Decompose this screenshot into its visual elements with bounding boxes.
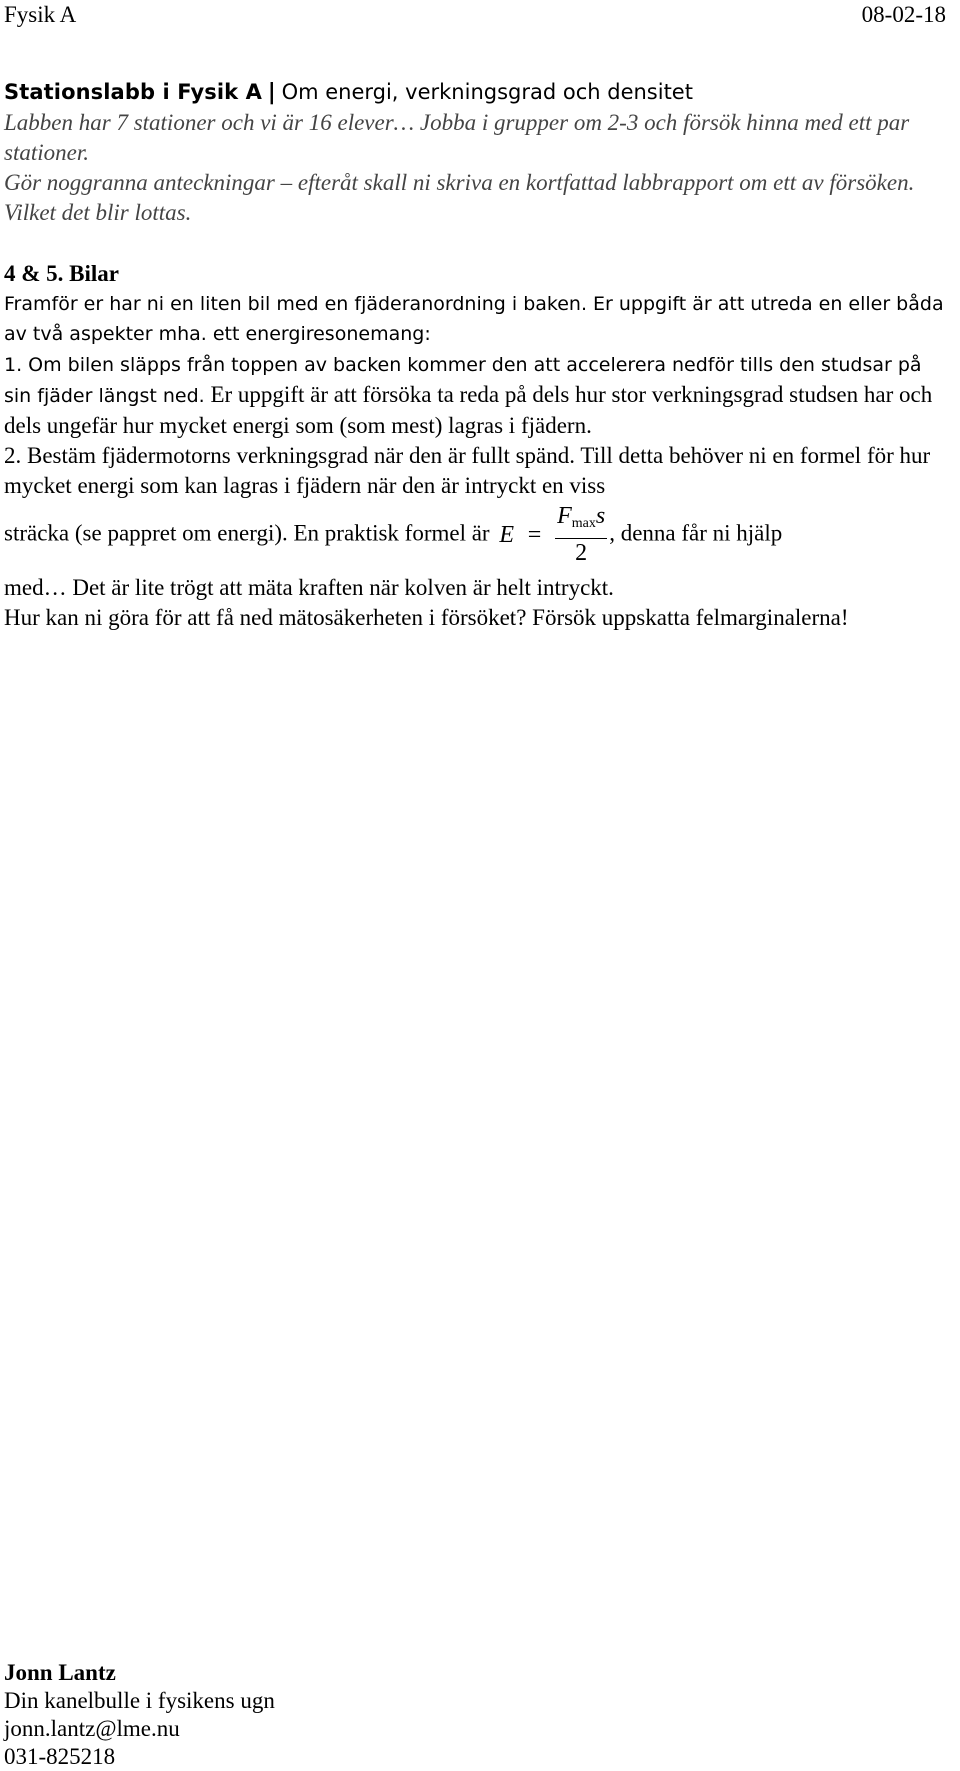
author-email: jonn.lantz@lme.nu (4, 1716, 180, 1741)
main-content (4, 77, 944, 633)
energy-formula (499, 503, 607, 567)
formula-fraction (555, 503, 607, 567)
author-signature (4, 1659, 604, 1771)
intro-paragraph-1: Labben har 7 stationer och vi är 16 elever… Jobba i grupper om 2-3 och försök hinna med ett par stationer. (4, 110, 910, 165)
author-tagline: Din kanelbulle i fysikens ugn (4, 1688, 275, 1713)
author-name: Jonn Lantz (4, 1660, 116, 1685)
document-title (4, 77, 944, 108)
formula-force-subscript: max (571, 516, 596, 531)
document-date: 08-02-18 (861, 2, 946, 27)
author-phone: 031-825218 (4, 1744, 116, 1769)
formula-line-after: , denna får ni hjälp (609, 520, 783, 546)
formula-line-before: sträcka (se pappret om energi). En praktisk formel är (4, 520, 490, 546)
title-separator: | (267, 80, 276, 105)
formula-denominator: 2 (575, 540, 588, 566)
formula-lhs: E (499, 522, 515, 548)
formula-equals: = (527, 522, 542, 548)
station-heading: 4 & 5. Bilar (4, 261, 119, 286)
title-main: Stationslabb i Fysik A (4, 80, 263, 104)
formula-line (4, 503, 944, 567)
uncertainty-question: Hur kan ni göra för att få ned mätosäkerheten i försöket? Försök uppskatta felmarginalerna! (4, 605, 849, 630)
task-1-rest: Er uppgift är att försöka ta reda på dels hur stor verkningsgrad studsen har och dels ungefär hur mycket energi som (som mest) lagras i fjädern. (4, 382, 933, 438)
intro-paragraph-2: Gör noggranna anteckningar – efteråt skall ni skriva en kortfattad labbrapport om ett av försöken. Vilket det blir lottas. (4, 170, 915, 225)
task-1-paragraph (4, 349, 944, 441)
formula-distance-symbol: s (595, 503, 606, 529)
task-2-paragraph: 2. Bestäm fjädermotorns verkningsgrad när den är fullt spänd. Till detta behöver ni en formel för hur mycket energi som kan lagras i fjädern när den är intryckt en viss (4, 443, 931, 498)
formula-numerator (555, 503, 607, 539)
formula-force-symbol: F (557, 503, 572, 529)
course-name: Fysik A (4, 2, 77, 27)
station-description: Framför er har ni en liten bil med en fjäderanordning i baken. Er uppgift är att utreda en eller båda av två aspekter mha. ett energiresonemang: (4, 293, 944, 345)
page-header (4, 0, 946, 32)
title-subtitle: Om energi, verkningsgrad och densitet (281, 80, 693, 104)
task-1-lead: 1. Om bilen släpps från toppen av backen kommer den att accelerera nedför tills den studsar på sin fjäder längst ned. (4, 354, 922, 407)
task-2-followup: med… Det är lite trögt att mäta kraften när kolven är helt intryckt. (4, 575, 614, 600)
